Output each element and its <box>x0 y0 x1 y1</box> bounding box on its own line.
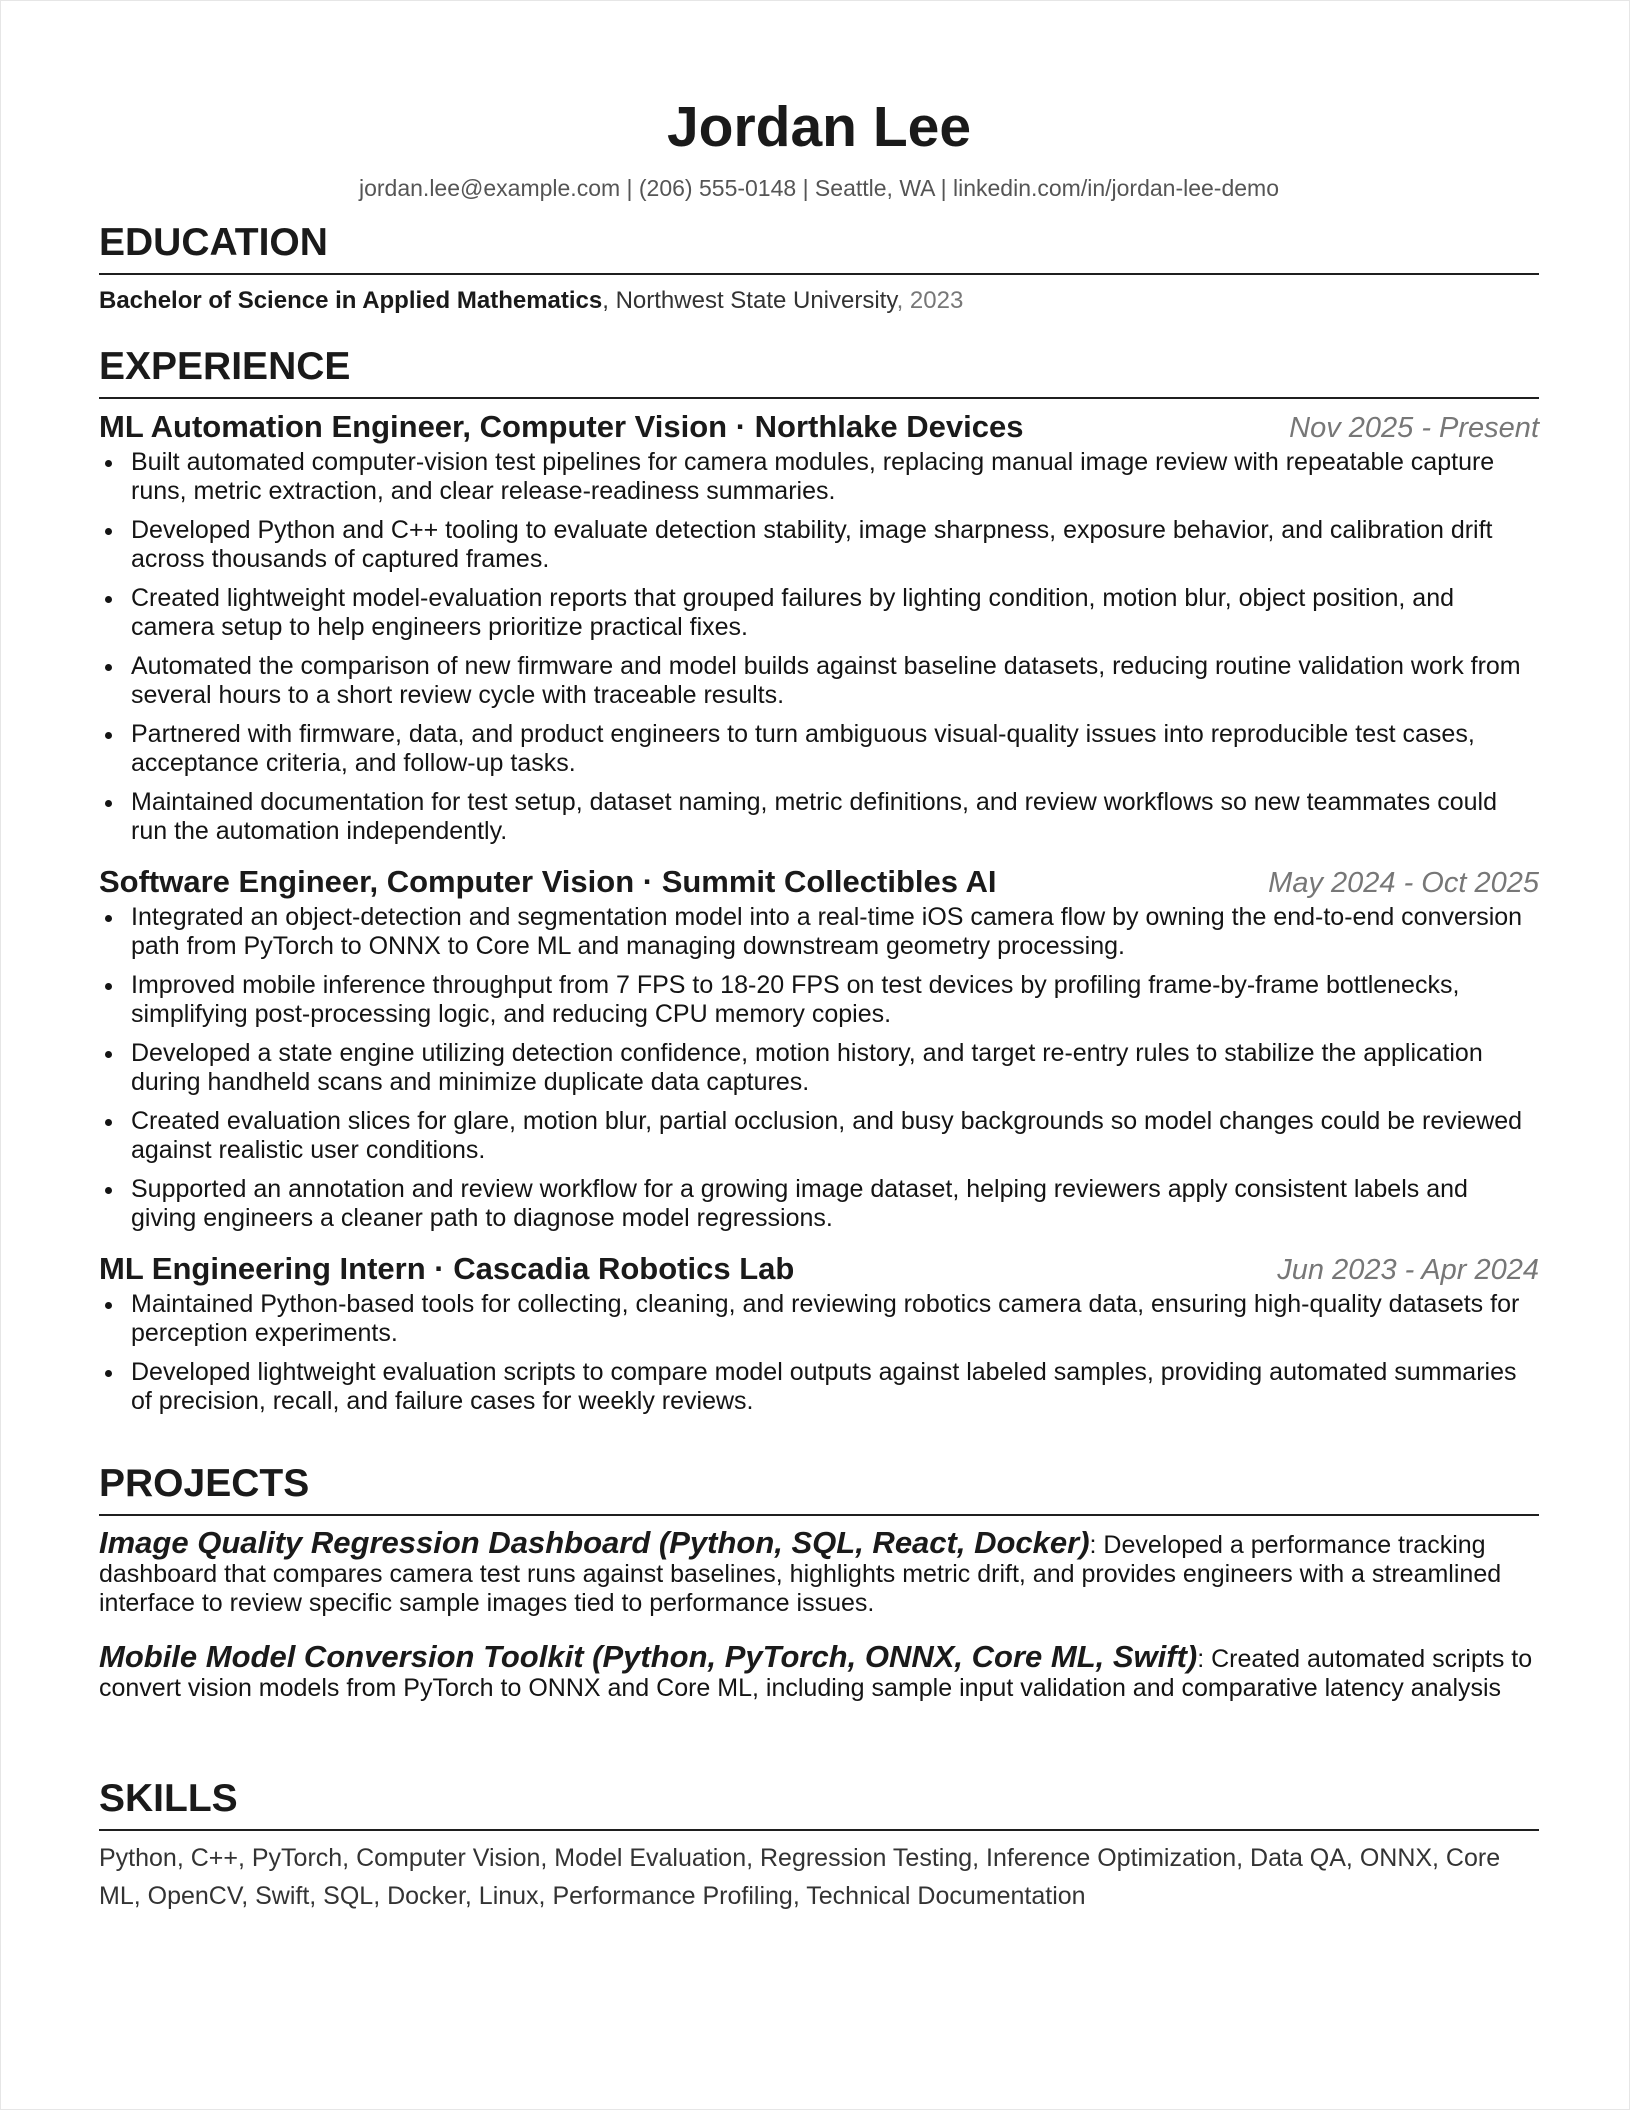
job-entry <box>99 1251 1539 1416</box>
project-title: Mobile Model Conversion Toolkit (Python, PyTorch, ONNX, Core ML, Swift) <box>99 1639 1198 1674</box>
job-dates: Nov 2025 - Present <box>1289 412 1539 444</box>
bullet-item: Created lightweight model-evaluation reports that grouped failures by lighting condition, motion blur, object position, and camera setup to help engineers prioritize practical fixes. <box>131 584 1539 642</box>
section-title-projects: PROJECTS <box>99 1460 1539 1516</box>
project-description: : Created automated scripts to convert vision models from PyTorch to ONNX and Core ML, including sample input validation and comparative latency analysis <box>99 1645 1533 1702</box>
contact-line: jordan.lee@example.com | (206) 555-0148 | Seattle, WA | linkedin.com/in/jordan-lee-demo <box>359 175 1279 201</box>
degree: Bachelor of Science in Applied Mathematics <box>99 287 603 314</box>
education-entry <box>99 285 1539 317</box>
job-dates: May 2024 - Oct 2025 <box>1268 867 1539 899</box>
bullet-item: Automated the comparison of new firmware and model builds against baseline datasets, reducing routine validation work from several hours to a short review cycle with traceable results. <box>131 652 1539 710</box>
bullet-item: Supported an annotation and review workflow for a growing image dataset, helping reviewers apply consistent labels and giving engineers a cleaner path to diagnose model regressions. <box>131 1175 1539 1233</box>
job-entry <box>99 864 1539 1233</box>
bullet-item: Built automated computer-vision test pipelines for camera modules, replacing manual image review with repeatable capture runs, metric extraction, and clear release-readiness summaries. <box>131 448 1539 506</box>
bullet-item: Maintained Python-based tools for collecting, cleaning, and reviewing robotics camera data, ensuring high-quality datasets for perception experiments. <box>131 1290 1539 1348</box>
graduation-year: , 2023 <box>896 287 964 314</box>
skills-list: Python, C++, PyTorch, Computer Vision, Model Evaluation, Regression Testing, Inference Optimization, Data QA, ONNX, Core ML, OpenCV, Swift, SQL, Docker, Linux, Performance Profiling, Technical Documentation <box>99 1844 1501 1910</box>
candidate-name: Jordan Lee <box>666 95 972 159</box>
project-title: Image Quality Regression Dashboard (Python, SQL, React, Docker) <box>99 1525 1090 1560</box>
job-header <box>99 1251 1539 1288</box>
job-title: Software Engineer, Computer Vision · Summit Collectibles AI <box>99 864 997 899</box>
bullet-item: Developed lightweight evaluation scripts to compare model outputs against labeled samples, providing automated summaries of precision, recall, and failure cases for weekly reviews. <box>131 1358 1539 1416</box>
job-dates: Jun 2023 - Apr 2024 <box>1277 1254 1539 1286</box>
resume-content <box>99 89 1539 1915</box>
job-bullets <box>99 448 1539 846</box>
project-description: : Developed a performance tracking dashboard that compares camera test runs against baselines, highlights metric drift, and provides engineers with a streamlined interface to review specific sample images tied to performance issues. <box>99 1531 1502 1617</box>
section-title-education: EDUCATION <box>99 219 1539 275</box>
job-header <box>99 864 1539 901</box>
section-title-skills: SKILLS <box>99 1775 1539 1831</box>
bullet-item: Maintained documentation for test setup, dataset naming, metric definitions, and review workflows so new teammates could run the automation independently. <box>131 788 1539 846</box>
bullet-item: Developed a state engine utilizing detection confidence, motion history, and target re-entry rules to stabilize the application during handheld scans and minimize duplicate data captures. <box>131 1039 1539 1097</box>
job-title: ML Engineering Intern · Cascadia Robotics Lab <box>99 1251 795 1286</box>
job-bullets <box>99 1290 1539 1416</box>
bullet-item: Partnered with firmware, data, and product engineers to turn ambiguous visual-quality issues into reproducible test cases, acceptance criteria, and follow-up tasks. <box>131 720 1539 778</box>
job-header <box>99 409 1539 446</box>
job-bullets <box>99 903 1539 1233</box>
project-entry <box>99 1639 1539 1703</box>
bullet-item: Improved mobile inference throughput from 7 FPS to 18-20 FPS on test devices by profiling frame-by-frame bottlenecks, simplifying post-processing logic, and reducing CPU memory copies. <box>131 971 1539 1029</box>
bullet-item: Created evaluation slices for glare, motion blur, partial occlusion, and busy backgrounds so model changes could be reviewed against realistic user conditions. <box>131 1107 1539 1165</box>
school: , Northwest State University <box>602 287 897 314</box>
bullet-item: Integrated an object-detection and segmentation model into a real-time iOS camera flow by owning the end-to-end conversion path from PyTorch to ONNX to Core ML and managing downstream geometry processing. <box>131 903 1539 961</box>
project-entry <box>99 1525 1539 1618</box>
section-title-experience: EXPERIENCE <box>99 343 1539 399</box>
bullet-item: Developed Python and C++ tooling to evaluate detection stability, image sharpness, exposure behavior, and calibration drift across thousands of captured frames. <box>131 516 1539 574</box>
job-entry <box>99 409 1539 846</box>
job-title: ML Automation Engineer, Computer Vision · Northlake Devices <box>99 409 1024 444</box>
